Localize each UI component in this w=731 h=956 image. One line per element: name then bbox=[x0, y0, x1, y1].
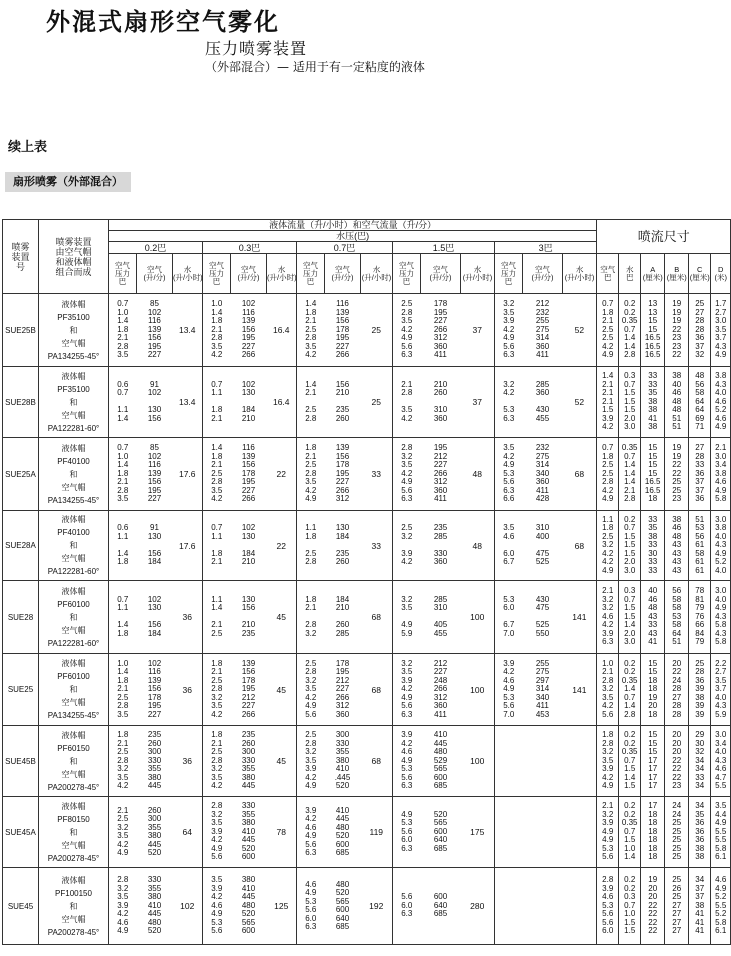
spray-size-cell: 13 13 15 15 16.5 16.5 16.5 bbox=[641, 294, 665, 367]
air-flow-cell bbox=[523, 868, 563, 945]
water-flow-header: 水 (升/小时) bbox=[267, 254, 297, 294]
table-row bbox=[3, 581, 731, 654]
model-cell: SUE25B bbox=[3, 294, 39, 367]
air-pressure-cell: 0.6 0.7 1.1 1.4 bbox=[109, 367, 137, 438]
air-flow-cell: 156 210 235 260 bbox=[325, 367, 361, 438]
spray-size-cell: 27 28 33 36 37 37 36 bbox=[689, 438, 711, 511]
section-tag: 扇形喷雾（外部混合） bbox=[5, 172, 131, 192]
model-cell: SUE28B bbox=[3, 367, 39, 438]
spray-size-cell: 20 22 24 28 27 28 28 bbox=[665, 654, 689, 726]
water-flow-cell: 68 bbox=[563, 511, 597, 581]
air-pressure-cell: 1.1 1.8 2.5 2.8 bbox=[297, 511, 325, 581]
water-flow-cell: 33 bbox=[361, 438, 393, 511]
air-pressure-header: 空气 压力 巴 bbox=[297, 254, 325, 294]
air-flow-cell: 300 330 355 380 410 .445 520 bbox=[325, 726, 361, 797]
air-pressure-cell: 1.0 1.4 1.8 2.1 2.8 3.5 4.2 bbox=[203, 294, 231, 367]
air-pressure-cell: 2.8 3.2 3.5 3.9 4.2 4.6 4.9 bbox=[109, 868, 137, 945]
air-flow-cell: 102 130 184 210 bbox=[231, 511, 267, 581]
air-pressure-cell: 0.7 1.0 1.4 1.8 2.1 2.8 3.5 bbox=[109, 438, 137, 511]
spray-size-cell: 25 27 28 28 36 37 32 bbox=[689, 294, 711, 367]
air-flow-header: 空气 (升/分) bbox=[325, 254, 361, 294]
air-flow-header: 空气 (升/分) bbox=[231, 254, 267, 294]
spray-size-cell: 0.7 1.8 2.5 2.5 2.8 4.2 4.9 bbox=[597, 438, 619, 511]
air-pressure-cell: 1.4 2.1 2.5 2.8 bbox=[297, 367, 325, 438]
air-flow-cell: 285 310 405 455 bbox=[421, 581, 461, 654]
air-flow-cell: 210 260 310 360 bbox=[421, 367, 461, 438]
air-pressure-cell: 3.5 4.2 4.9 5.3 5.6 6.3 6.6 bbox=[495, 438, 523, 511]
air-flow-cell: 116 139 156 178 195 227 266 bbox=[325, 294, 361, 367]
air-flow-header: 空气 (升/分) bbox=[523, 254, 563, 294]
spray-size-cell: 1.1 1.8 2.5 3.2 4.2 4.2 4.9 bbox=[597, 511, 619, 581]
spray-size-cell: 2.1 3.2 3.2 4.6 4.2 3.9 6.3 bbox=[597, 581, 619, 654]
air-flow-cell: 235 285 330 360 bbox=[421, 511, 461, 581]
table-row bbox=[3, 797, 731, 868]
air-pressure-cell: 3.2 3.5 3.9 4.2 4.9 5.6 6.3 bbox=[495, 294, 523, 367]
water-flow-cell: 68 bbox=[361, 581, 393, 654]
water-flow-cell: 141 bbox=[563, 581, 597, 654]
air-pressure-cell: 3.2 4.2 5.3 6.3 bbox=[495, 367, 523, 438]
model-cell: SUE25A bbox=[3, 438, 39, 511]
combo-cell: 液体帽 PF60100 和 空气帽 PA134255-45° bbox=[39, 654, 109, 726]
spray-size-cell: 3.5 4.4 4.9 5.5 5.5 5.8 6.1 bbox=[711, 797, 731, 868]
air-flow-cell: 178 195 212 227 266 312 360 bbox=[325, 654, 361, 726]
table-row bbox=[3, 367, 731, 438]
spray-size-cell: 0.7 1.8 2.1 2.5 2.5 4.2 4.9 bbox=[597, 294, 619, 367]
air-flow-cell: 285 360 430 455 bbox=[523, 367, 563, 438]
air-pressure-cell: 5.6 6.0 6.3 bbox=[393, 868, 421, 945]
spray-size-cell: 51 53 56 61 58 61 61 bbox=[689, 511, 711, 581]
pressure-label: 0.2巴 bbox=[109, 242, 203, 254]
model-cell: SUE25 bbox=[3, 654, 39, 726]
spray-size-cell: 25 26 25 27 27 27 27 bbox=[665, 868, 689, 945]
water-flow-cell: 48 bbox=[461, 438, 495, 511]
water-flow-cell: 64 bbox=[173, 797, 203, 868]
air-flow-cell: 212 227 248 266 312 360 411 bbox=[421, 654, 461, 726]
spray-size-cell: 19 19 19 22 23 23 22 bbox=[665, 294, 689, 367]
air-flow-cell: 139 156 178 195 227 266 312 bbox=[325, 438, 361, 511]
water-flow-cell bbox=[563, 726, 597, 797]
table-row bbox=[3, 654, 731, 726]
table-row bbox=[3, 511, 731, 581]
air-pressure-header: 空气 压力 巴 bbox=[109, 254, 137, 294]
water-flow-cell: 100 bbox=[461, 726, 495, 797]
combo-cell: 液体帽 PF60100 和 空气帽 PA122281-60° bbox=[39, 581, 109, 654]
spray-size-cell: 20 20 20 22 22 22 23 bbox=[665, 726, 689, 797]
spray-size-cell: 48 56 58 64 64 69 71 bbox=[689, 367, 711, 438]
spray-size-cell: 1.0 2.1 2.8 3.2 3.5 4.2 5.6 bbox=[597, 654, 619, 726]
air-flow-cell: 178 195 227 266 312 360 411 bbox=[421, 294, 461, 367]
air-pressure-header: 空气 压力 巴 bbox=[203, 254, 231, 294]
air-flow-cell: 232 275 314 340 360 411 428 bbox=[523, 438, 563, 511]
air-pressure-cell: 1.8 2.1 2.5 2.8 3.2 3.5 4.2 bbox=[203, 726, 231, 797]
spray-size-cell: 0.2 0.2 0.35 1.4 0.7 1.4 2.8 bbox=[619, 654, 641, 726]
spray-size-cell: 3.0 4.0 4.9 4.3 5.8 4.3 5.8 bbox=[711, 581, 731, 654]
spray-size-cell: 2.8 3.9 4.6 5.3 5.6 5.6 6.0 bbox=[597, 868, 619, 945]
air-pressure-cell bbox=[495, 726, 523, 797]
air-flow-cell: 116 139 156 178 195 227 266 bbox=[231, 438, 267, 511]
combo-cell: 液体帽 PF60150 和 空气帽 PA200278-45° bbox=[39, 726, 109, 797]
air-pressure-cell: 3.2 3.5 4.9 5.9 bbox=[393, 581, 421, 654]
spray-size-cell: 19 20 20 22 22 22 22 bbox=[641, 868, 665, 945]
spray-size-cell: 0.2 0.7 1.5 1.5 1.5 2.0 3.0 bbox=[619, 511, 641, 581]
spray-size-cell: 3.0 3.4 4.0 4.3 4.6 4.7 5.5 bbox=[711, 726, 731, 797]
spray-size-cell: 15 15 15 17 17 17 17 bbox=[641, 726, 665, 797]
spray-col-header: A (厘米) bbox=[641, 254, 665, 294]
water-flow-cell: 37 bbox=[461, 294, 495, 367]
spray-col-header: C (厘米) bbox=[689, 254, 711, 294]
air-pressure-cell: 2.1 2.8 3.5 4.2 bbox=[393, 367, 421, 438]
air-flow-cell: 380 410 445 480 520 565 600 bbox=[231, 868, 267, 945]
spray-size-cell: 40 46 48 43 33 43 41 bbox=[641, 581, 665, 654]
water-flow-cell: 45 bbox=[267, 726, 297, 797]
air-pressure-header: 空气 压力 巴 bbox=[393, 254, 421, 294]
air-flow-cell: 520 565 600 640 685 bbox=[421, 797, 461, 868]
water-flow-cell: 36 bbox=[173, 654, 203, 726]
air-pressure-cell: 1.4 1.8 2.1 2.5 2.8 3.5 4.2 bbox=[203, 438, 231, 511]
air-flow-cell bbox=[523, 797, 563, 868]
col-combo-header: 喷雾装置 由空气帽 和液体帽 组合而成 bbox=[39, 220, 109, 294]
spray-size-cell: 0.3 0.7 1.5 1.5 1.5 2.0 3.0 bbox=[619, 367, 641, 438]
spray-size-cell: 25 28 36 39 38 39 39 bbox=[689, 654, 711, 726]
water-flow-cell: 45 bbox=[267, 654, 297, 726]
air-flow-header: 空气 (升/分) bbox=[421, 254, 461, 294]
water-flow-cell: 22 bbox=[267, 511, 297, 581]
spray-size-cell: 38 40 46 48 48 51 51 bbox=[665, 367, 689, 438]
spray-size-cell: 3.0 3.8 4.0 4.3 4.9 5.2 4.0 bbox=[711, 511, 731, 581]
air-flow-cell: 91 130 156 184 bbox=[137, 511, 173, 581]
air-pressure-cell: 0.7 1.1 1.4 1.8 bbox=[109, 581, 137, 654]
air-pressure-cell: 0.7 1.0 1.4 1.8 2.1 2.8 3.5 bbox=[109, 294, 137, 367]
pressure-label: 0.3巴 bbox=[203, 242, 297, 254]
air-pressure-cell bbox=[495, 868, 523, 945]
air-pressure-cell: 5.3 6.0 6.7 7.0 bbox=[495, 581, 523, 654]
water-flow-cell: 16.4 bbox=[267, 367, 297, 438]
spray-size-cell: 4.6 4.9 5.2 5.5 5.2 5.8 6.1 bbox=[711, 868, 731, 945]
spray-size-cell: 1.7 2.7 3.0 3.5 3.7 4.3 4.9 bbox=[711, 294, 731, 367]
air-pressure-cell: 2.5 2.8 3.2 3.5 4.2 4.9 5.6 bbox=[297, 654, 325, 726]
air-flow-cell: 102 130 184 210 bbox=[231, 367, 267, 438]
water-flow-cell: 100 bbox=[461, 581, 495, 654]
air-pressure-cell: 1.8 2.1 2.8 3.2 bbox=[297, 581, 325, 654]
spray-size-cell: 34 35 36 36 36 38 38 bbox=[689, 797, 711, 868]
combo-cell: 液体帽 PF40100 和 空气帽 PA134255-45° bbox=[39, 438, 109, 511]
air-flow-cell: 102 130 156 184 bbox=[137, 581, 173, 654]
spray-size-cell: 38 46 48 43 43 43 43 bbox=[665, 511, 689, 581]
air-pressure-cell: 2.5 2.8 3.2 3.5 3.9 4.2 4.9 bbox=[297, 726, 325, 797]
spray-size-cell: 0.35 0.7 1.4 1.4 1.4 2.1 2.8 bbox=[619, 438, 641, 511]
air-pressure-cell: 1.1 1.4 2.1 2.5 bbox=[203, 581, 231, 654]
water-flow-cell bbox=[563, 797, 597, 868]
combo-cell: 液体帽 PF35100 和 空气帽 PA122281-60° bbox=[39, 367, 109, 438]
water-flow-header: 水 (升/小时) bbox=[461, 254, 495, 294]
water-flow-header: 水 (升/小时) bbox=[563, 254, 597, 294]
water-flow-cell: 25 bbox=[361, 294, 393, 367]
air-flow-cell: 85 102 116 139 156 195 227 bbox=[137, 438, 173, 511]
water-flow-cell: 175 bbox=[461, 797, 495, 868]
air-flow-cell: 102 116 139 156 178 195 227 bbox=[137, 654, 173, 726]
air-pressure-cell: 2.8 3.2 3.5 4.2 4.9 5.6 6.3 bbox=[393, 438, 421, 511]
water-flow-cell: 33 bbox=[361, 511, 393, 581]
water-flow-cell: 141 bbox=[563, 654, 597, 726]
water-flow-cell: 36 bbox=[173, 581, 203, 654]
air-pressure-cell: 3.9 4.2 4.6 4.9 5.3 5.6 7.0 bbox=[495, 654, 523, 726]
water-flow-cell: 36 bbox=[173, 726, 203, 797]
combo-cell: 液体帽 PF80150 和 空气帽 PA200278-45° bbox=[39, 797, 109, 868]
spray-size-cell: 15 15 15 15 16.5 16.5 18 bbox=[641, 438, 665, 511]
model-cell: SUE45B bbox=[3, 726, 39, 797]
spray-size-cell: 0.2 0.2 0.35 0.7 1.4 1.4 2.8 bbox=[619, 294, 641, 367]
air-flow-cell: 102 116 139 156 195 227 266 bbox=[231, 294, 267, 367]
air-pressure-cell: 1.8 2.1 2.5 2.8 3.5 4.2 4.9 bbox=[297, 438, 325, 511]
water-flow-cell: 22 bbox=[267, 438, 297, 511]
spray-size-cell: 33 35 38 33 30 33 33 bbox=[641, 511, 665, 581]
air-pressure-cell: 3.2 3.5 3.9 4.2 4.9 5.6 6.3 bbox=[393, 654, 421, 726]
air-flow-cell: 260 300 355 380 445 520 bbox=[137, 797, 173, 868]
flow-header: 液体流量（升/小时）和空气流量（升/分） bbox=[109, 220, 597, 231]
pressure-label: 0.7巴 bbox=[297, 242, 393, 254]
water-flow-header: 水 (升/小时) bbox=[173, 254, 203, 294]
air-pressure-cell: 4.6 4.9 5.3 5.6 6.0 6.3 bbox=[297, 868, 325, 945]
water-flow-cell: 17.6 bbox=[173, 438, 203, 511]
combo-cell: 液体帽 PF40100 和 空气帽 PA122281-60° bbox=[39, 511, 109, 581]
air-flow-cell: 139 156 178 195 212 227 266 bbox=[231, 654, 267, 726]
table-row bbox=[3, 868, 731, 945]
spray-size-cell: 17 18 18 18 18 18 18 bbox=[641, 797, 665, 868]
water-flow-cell bbox=[563, 868, 597, 945]
spray-size-cell: 78 81 79 76 66 84 79 bbox=[689, 581, 711, 654]
spray-size-cell: 56 58 58 53 58 64 51 bbox=[665, 581, 689, 654]
spray-size-cell: 0.3 0.7 1.5 1.5 1.4 2.0 3.0 bbox=[619, 581, 641, 654]
air-flow-cell: 91 102 130 156 bbox=[137, 367, 173, 438]
air-flow-cell: 235 260 300 330 355 380 445 bbox=[137, 726, 173, 797]
spray-size-cell: 15 15 18 18 19 20 18 bbox=[641, 654, 665, 726]
page-subtitle-note: （外部混合）— 适用于有一定粘度的液体 bbox=[205, 60, 425, 74]
water-flow-cell: 125 bbox=[267, 868, 297, 945]
water-flow-cell: 16.4 bbox=[267, 294, 297, 367]
air-flow-cell: 310 400 475 525 bbox=[523, 511, 563, 581]
spray-size-cell: 0.2 0.2 0.3 0.7 1.0 1.5 1.5 bbox=[619, 868, 641, 945]
spec-table bbox=[2, 219, 731, 945]
page-subtitle: 压力喷雾装置 bbox=[205, 39, 308, 58]
spray-size-cell: 0.2 0.2 0.35 0.7 1.5 1.4 1.5 bbox=[619, 726, 641, 797]
spray-size-cell: 24 24 25 25 25 25 25 bbox=[665, 797, 689, 868]
air-flow-cell: 430 475 525 550 bbox=[523, 581, 563, 654]
col-model-header: 喷雾 装置 号 bbox=[3, 220, 39, 294]
water-flow-cell: 78 bbox=[267, 797, 297, 868]
water-flow-cell: 68 bbox=[563, 438, 597, 511]
table-row bbox=[3, 294, 731, 367]
water-flow-cell: 13.4 bbox=[173, 367, 203, 438]
air-pressure-cell: 1.4 1.8 2.1 2.5 2.8 3.5 4.2 bbox=[297, 294, 325, 367]
air-pressure-cell: 1.8 2.1 2.5 2.8 3.2 3.5 4.2 bbox=[109, 726, 137, 797]
page-title: 外混式扇形空气雾化 bbox=[46, 8, 280, 36]
air-flow-cell: 330 355 380 410 445 520 600 bbox=[231, 797, 267, 868]
air-flow-header: 空气 (升/分) bbox=[137, 254, 173, 294]
table-row bbox=[3, 438, 731, 511]
water-flow-cell: 52 bbox=[563, 294, 597, 367]
spray-size-cell: 2.1 3.2 3.9 4.9 4.9 5.3 5.6 bbox=[597, 797, 619, 868]
continued-label: 续上表 bbox=[8, 140, 48, 155]
water-flow-cell: 100 bbox=[461, 654, 495, 726]
air-flow-cell: 410 445 480 529 565 600 685 bbox=[421, 726, 461, 797]
air-pressure-cell: 3.9 4.2 4.6 4.9 5.6 6.3 bbox=[297, 797, 325, 868]
air-flow-cell: 255 275 297 314 340 411 453 bbox=[523, 654, 563, 726]
water-flow-cell: 25 bbox=[361, 367, 393, 438]
air-flow-cell: 480 520 565 600 640 685 bbox=[325, 868, 361, 945]
spray-size-cell: 0.2 0.2 0.35 0.7 1.5 1.0 1.4 bbox=[619, 797, 641, 868]
pressure-header: 水压(巴) bbox=[109, 231, 597, 242]
spray-size-cell: 2.2 2.7 3.5 3.7 4.0 4.3 5.9 bbox=[711, 654, 731, 726]
spray-size-cell: 29 30 32 34 34 33 34 bbox=[689, 726, 711, 797]
spray-size-header: 喷流尺寸 bbox=[597, 220, 731, 254]
air-flow-cell: 235 260 300 330 355 380 445 bbox=[231, 726, 267, 797]
spray-col-header: B (厘米) bbox=[665, 254, 689, 294]
water-flow-cell: 102 bbox=[173, 868, 203, 945]
spray-size-cell: 2.1 3.0 3.4 3.8 4.6 4.9 5.8 bbox=[711, 438, 731, 511]
water-flow-cell: 17.6 bbox=[173, 511, 203, 581]
water-flow-cell: 192 bbox=[361, 868, 393, 945]
air-flow-cell: 85 102 116 139 156 195 227 bbox=[137, 294, 173, 367]
water-flow-header: 水 (升/小时) bbox=[361, 254, 393, 294]
air-flow-cell: 600 640 685 bbox=[421, 868, 461, 945]
air-pressure-header: 空气 压力 巴 bbox=[495, 254, 523, 294]
water-flow-cell: 280 bbox=[461, 868, 495, 945]
air-pressure-cell: 2.5 3.2 3.9 4.2 bbox=[393, 511, 421, 581]
air-flow-cell: 212 232 255 275 314 360 411 bbox=[523, 294, 563, 367]
air-pressure-cell: 3.9 4.2 4.6 4.9 5.3 5.6 6.3 bbox=[393, 726, 421, 797]
air-pressure-cell: 2.5 2.8 3.5 4.2 4.9 5.6 6.3 bbox=[393, 294, 421, 367]
air-flow-cell: 130 184 235 260 bbox=[325, 511, 361, 581]
air-pressure-cell: 4.9 5.3 5.6 6.0 6.3 bbox=[393, 797, 421, 868]
spray-size-cell: 33 33 35 38 38 41 38 bbox=[641, 367, 665, 438]
spray-size-cell: 3.8 4.3 4.0 4.6 5.2 4.6 4.9 bbox=[711, 367, 731, 438]
air-pressure-cell bbox=[495, 797, 523, 868]
air-flow-cell: 410 445 480 520 600 685 bbox=[325, 797, 361, 868]
water-flow-cell: 13.4 bbox=[173, 294, 203, 367]
spray-size-cell: 34 37 37 38 41 41 41 bbox=[689, 868, 711, 945]
spray-size-cell: 1.8 2.8 3.2 3.5 3.9 4.2 4.9 bbox=[597, 726, 619, 797]
combo-cell: 液体帽 PF35100 和 空气帽 PA134255-45° bbox=[39, 294, 109, 367]
air-pressure-cell: 0.7 1.1 1.8 2.1 bbox=[203, 511, 231, 581]
air-flow-cell: 130 156 210 235 bbox=[231, 581, 267, 654]
water-flow-cell: 52 bbox=[563, 367, 597, 438]
air-pressure-cell: 3.5 4.6 6.0 6.7 bbox=[495, 511, 523, 581]
model-cell: SUE45A bbox=[3, 797, 39, 868]
air-flow-cell: 184 210 260 285 bbox=[325, 581, 361, 654]
model-cell: SUE28A bbox=[3, 511, 39, 581]
spray-col-header: 空气 巴 bbox=[597, 254, 619, 294]
pressure-label: 1.5巴 bbox=[393, 242, 495, 254]
spray-size-cell: 1.4 2.1 2.1 2.1 1.5 3.9 4.2 bbox=[597, 367, 619, 438]
combo-cell: 液体帽 PF100150 和 空气帽 PA200278-45° bbox=[39, 868, 109, 945]
water-flow-cell: 68 bbox=[361, 654, 393, 726]
spray-size-cell: 19 19 22 22 25 25 23 bbox=[665, 438, 689, 511]
air-pressure-cell: 3.5 3.9 4.2 4.6 4.9 5.3 5.6 bbox=[203, 868, 231, 945]
air-pressure-cell: 0.7 1.1 1.8 2.1 bbox=[203, 367, 231, 438]
water-flow-cell: 48 bbox=[461, 511, 495, 581]
air-pressure-cell: 2.1 2.5 3.2 3.5 4.2 4.9 bbox=[109, 797, 137, 868]
spray-col-header: D (米) bbox=[711, 254, 731, 294]
air-pressure-cell: 0.6 1.1 1.4 1.8 bbox=[109, 511, 137, 581]
model-cell: SUE45 bbox=[3, 868, 39, 945]
table-row bbox=[3, 726, 731, 797]
water-flow-cell: 119 bbox=[361, 797, 393, 868]
water-flow-cell: 45 bbox=[267, 581, 297, 654]
model-cell: SUE28 bbox=[3, 581, 39, 654]
water-flow-cell: 68 bbox=[361, 726, 393, 797]
spray-col-header: 水 巴 bbox=[619, 254, 641, 294]
air-flow-cell: 195 212 227 266 312 360 411 bbox=[421, 438, 461, 511]
air-pressure-cell: 1.8 2.1 2.5 2.8 3.2 3.5 4.2 bbox=[203, 654, 231, 726]
water-flow-cell: 37 bbox=[461, 367, 495, 438]
air-pressure-cell: 2.8 3.2 3.5 3.9 4.2 4.9 5.6 bbox=[203, 797, 231, 868]
air-flow-cell: 330 355 380 410 445 480 520 bbox=[137, 868, 173, 945]
air-flow-cell bbox=[523, 726, 563, 797]
pressure-label: 3巴 bbox=[495, 242, 597, 254]
air-pressure-cell: 1.0 1.4 1.8 2.1 2.5 2.8 3.5 bbox=[109, 654, 137, 726]
